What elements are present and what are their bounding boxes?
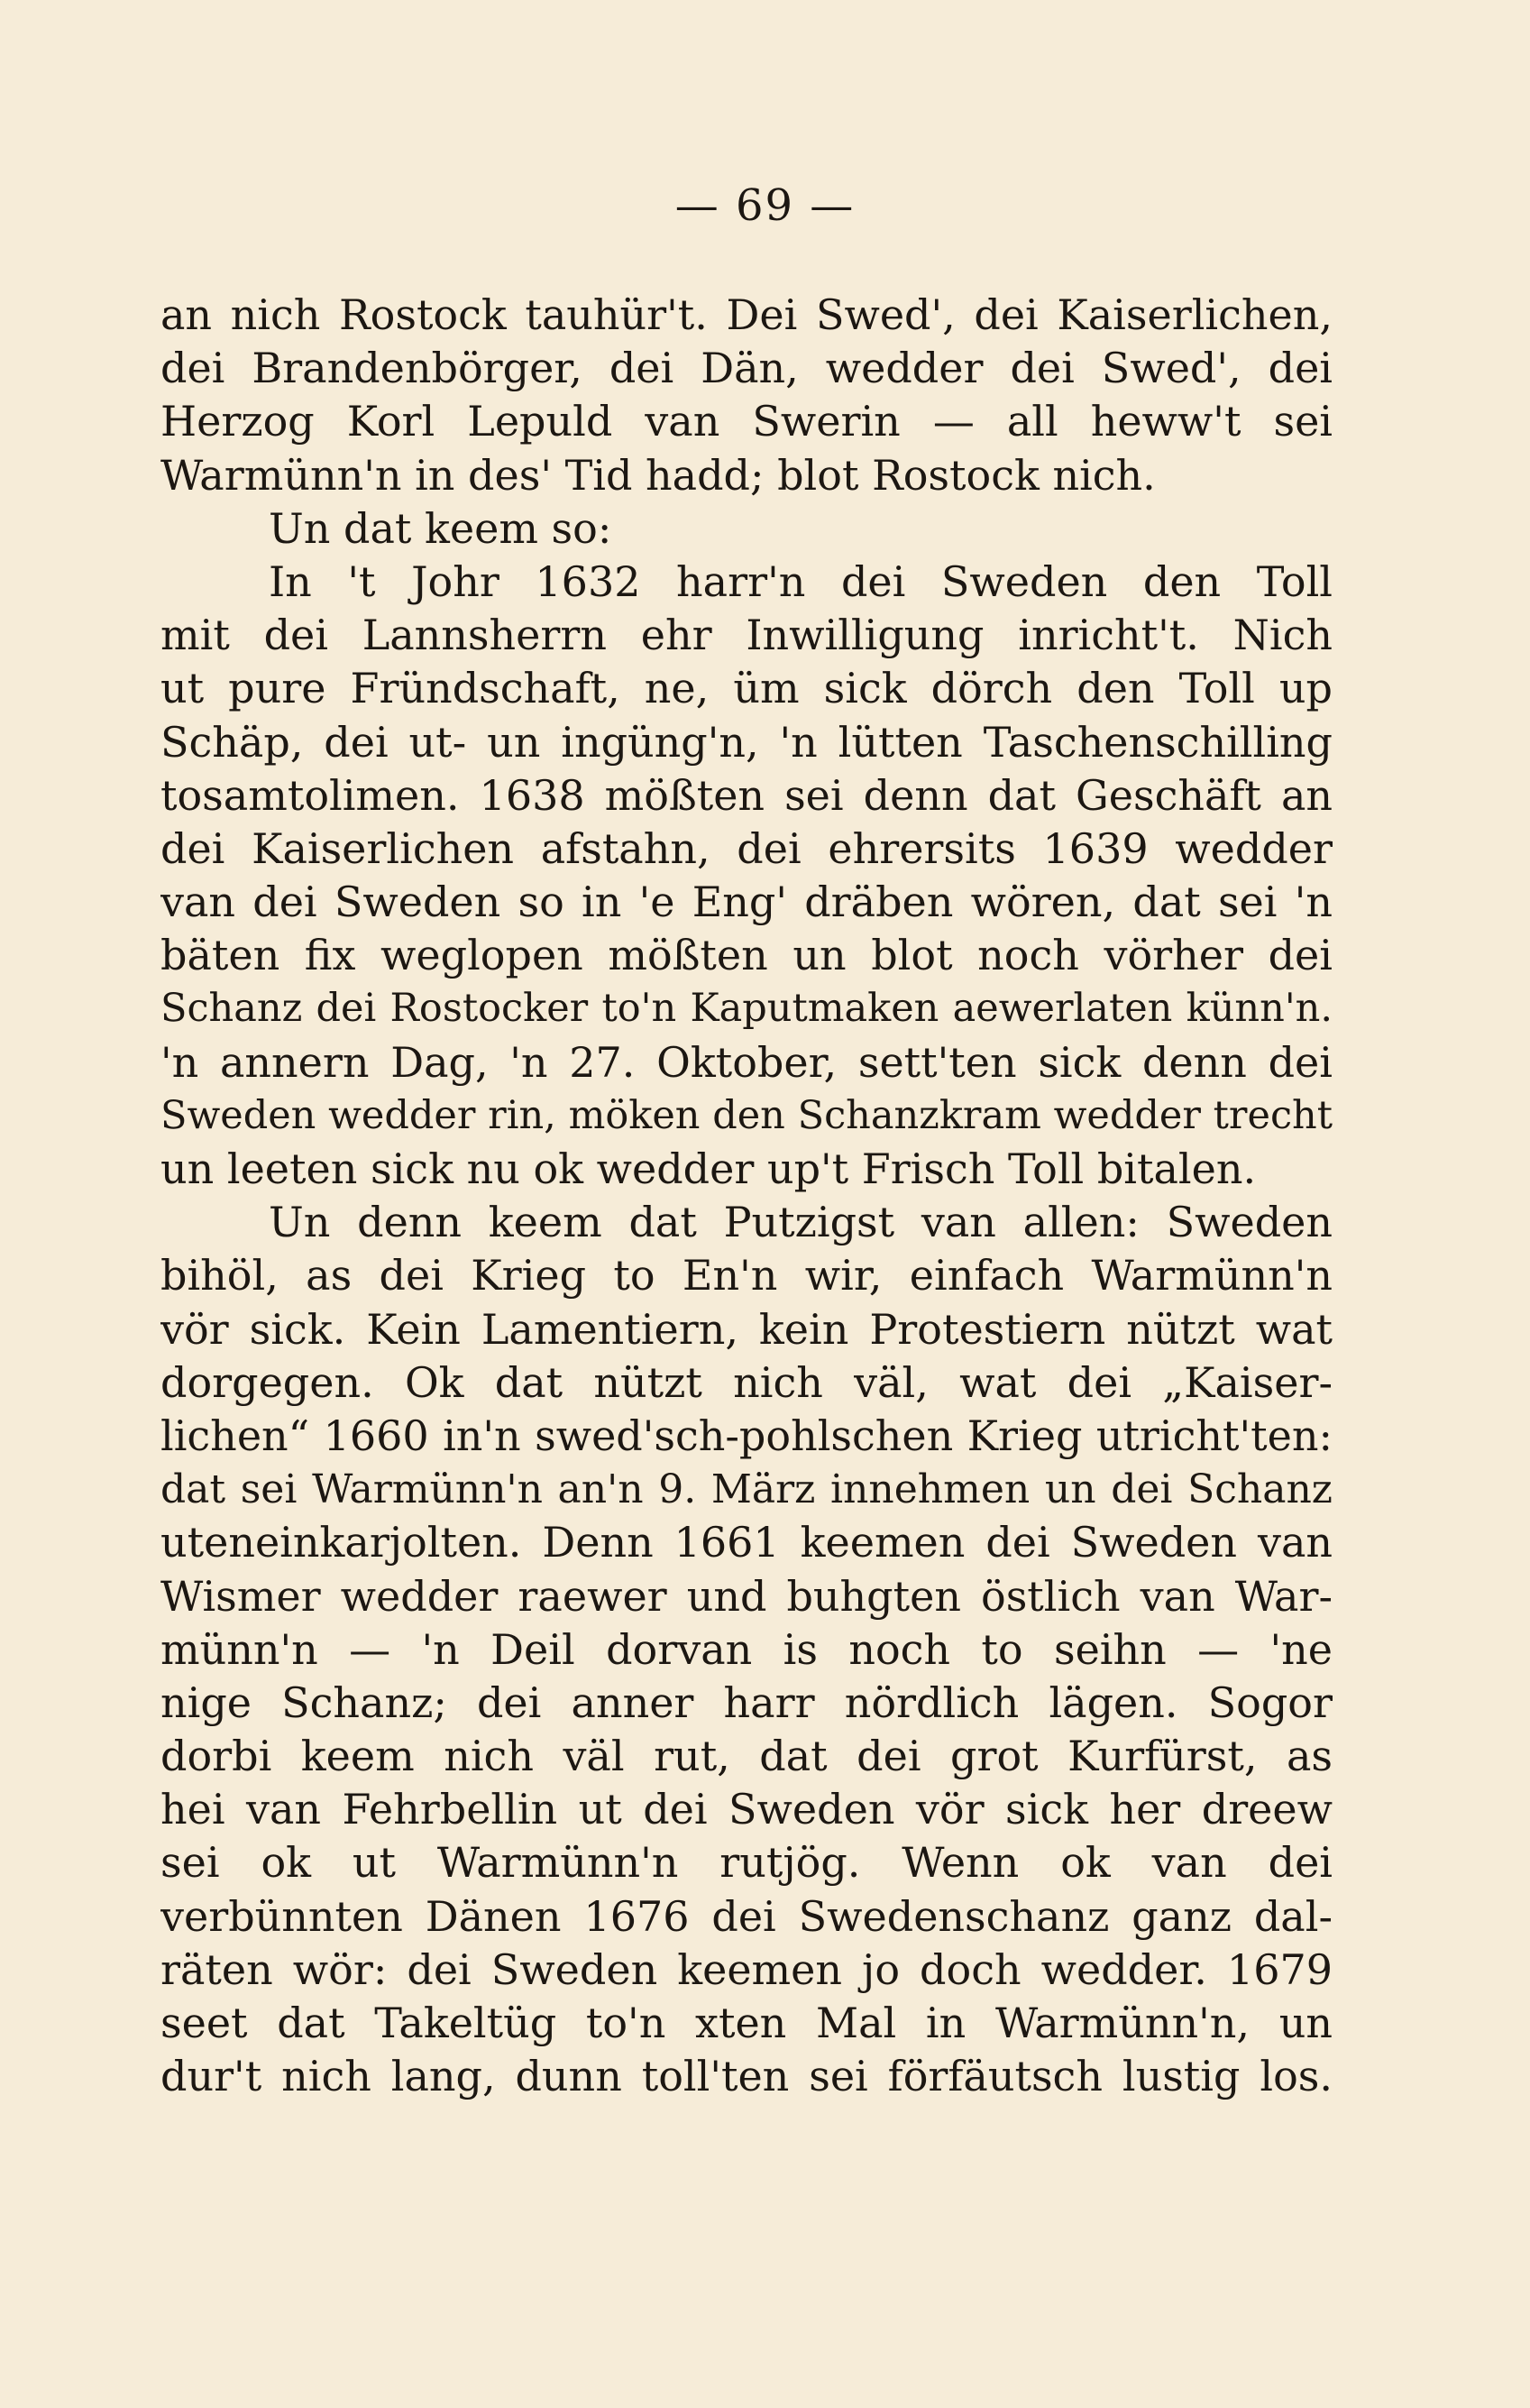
text-line: dorgegen. Ok dat nützt nich väl, wat dei „Kaiser-: [160, 1357, 1333, 1407]
text-line: uteneinkarjolten. Denn 1661 keemen dei Sweden van: [160, 1518, 1333, 1567]
text-line: bäten fix weglopen mößten un blot noch vörher dei: [160, 931, 1333, 980]
text-line: 'n annern Dag, 'n 27. Oktober, sett'ten sick denn dei: [160, 1037, 1333, 1087]
text-line: Schäp, dei ut- un ingüng'n, 'n lütten Taschenschilling: [160, 717, 1333, 767]
text-line: Warmünn'n in des' Tid hadd; blot Rostock nich.: [160, 450, 1156, 500]
text-line: dur't nich lang, dunn toll'ten sei förfäutsch lustig los.: [160, 2052, 1333, 2101]
text-line: seet dat Takeltüg to'n xten Mal in Warmünn'n, un: [160, 1999, 1333, 2047]
text-line: In 't Johr 1632 harr'n dei Sweden den Toll: [269, 556, 1333, 606]
text-line: vör sick. Kein Lamentiern, kein Protestiern nützt wat: [160, 1304, 1333, 1354]
page-number: — 69 —: [674, 180, 856, 231]
text-line: Sweden wedder rin, möken den Schanzkram wedder trecht: [160, 1092, 1333, 1138]
text-line: verbünnten Dänen 1676 dei Swedenschanz ganz dal-: [160, 1891, 1333, 1941]
text-line: dei Kaiserlichen afstahn, dei ehrersits 1639 wedder: [160, 823, 1333, 873]
text-line: sei ok ut Warmünn'n rutjög. Wenn ok van dei: [160, 1838, 1333, 1888]
body-text: [160, 289, 1333, 2103]
text-line: mit dei Lannsherrn ehr Inwilligung inricht't. Nich: [160, 611, 1333, 660]
text-line: Un dat keem so:: [269, 503, 612, 553]
text-line: münn'n — 'n Deil dorvan is noch to seihn — 'ne: [160, 1624, 1333, 1674]
text-line: van dei Sweden so in 'e Eng' dräben wören, dat sei 'n: [160, 878, 1333, 927]
text-line: an nich Rostock tauhür't. Dei Swed', dei Kaiserlichen,: [160, 290, 1333, 339]
text-line: Herzog Korl Lepuld van Swerin — all heww't sei: [160, 397, 1333, 446]
text-line: Un denn keem dat Putzigst van allen: Sweden: [269, 1198, 1333, 1247]
text-line: dei Brandenbörger, dei Dän, wedder dei Swed', dei: [160, 344, 1333, 393]
text-line: un leeten sick nu ok wedder up't Frisch Toll bitalen.: [160, 1144, 1257, 1193]
text-line: hei van Fehrbellin ut dei Sweden vör sick her dreew: [160, 1785, 1333, 1834]
text-line: dorbi keem nich väl rut, dat dei grot Kurfürst, as: [160, 1732, 1333, 1781]
text-line: nige Schanz; dei anner harr nördlich lägen. Sogor: [160, 1677, 1333, 1727]
text-line: dat sei Warmünn'n an'n 9. März innehmen un dei Schanz: [160, 1466, 1333, 1513]
text-line: tosamtolimen. 1638 mößten sei denn dat Geschäft an: [160, 770, 1333, 820]
text-line: Wismer wedder raewer und buhgten östlich van War-: [160, 1571, 1333, 1621]
text-line: ut pure Fründschaft, ne, üm sick dörch den Toll up: [160, 664, 1333, 713]
text-line: Schanz dei Rostocker to'n Kaputmaken aewerlaten künn'n.: [160, 986, 1333, 1032]
text-line: lichen“ 1660 in'n swed'sch-pohlschen Krieg utricht'ten:: [160, 1411, 1333, 1460]
text-line: bihöl, as dei Krieg to En'n wir, einfach Warmünn'n: [160, 1251, 1333, 1301]
text-line: räten wör: dei Sweden keemen jo doch wedder. 1679: [160, 1944, 1333, 1994]
